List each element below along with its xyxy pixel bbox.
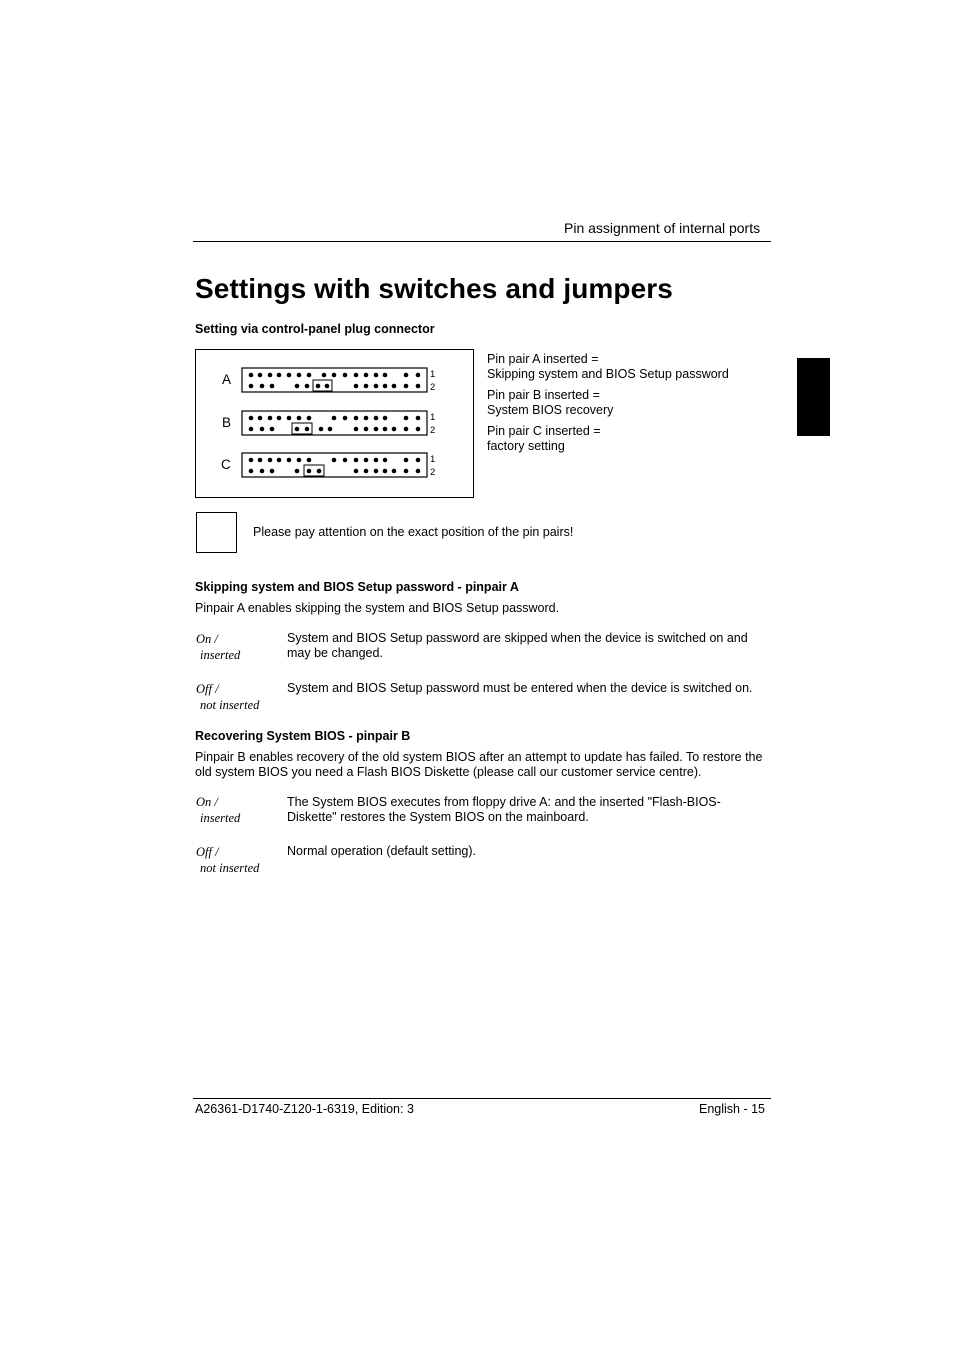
pin	[404, 384, 409, 389]
pin	[249, 458, 254, 463]
pin	[392, 384, 397, 389]
pin	[277, 458, 282, 463]
pin	[260, 427, 265, 432]
pin	[249, 373, 254, 378]
pin	[305, 427, 310, 432]
pin	[258, 416, 263, 421]
pin-number-2: 2	[430, 467, 436, 478]
pin	[307, 458, 312, 463]
header-rule	[193, 241, 771, 242]
legend-item-c	[487, 424, 729, 454]
legend-b-line1: Pin pair B inserted =	[487, 388, 600, 402]
section-b-heading: Recovering System BIOS - pinpair B	[195, 729, 411, 743]
pin	[374, 427, 379, 432]
pin-numbers-a	[430, 368, 435, 394]
pin	[249, 416, 254, 421]
pin	[277, 416, 282, 421]
legend-item-b	[487, 388, 729, 418]
pin	[392, 469, 397, 474]
pin-number-1: 1	[430, 412, 436, 423]
pin	[364, 458, 369, 463]
pin	[287, 416, 292, 421]
section-b-desc-off: Normal operation (default setting).	[287, 844, 476, 858]
pin	[354, 427, 359, 432]
section-a-desc-on: System and BIOS Setup password are skipped when the device is switched on and may be changed.	[287, 631, 748, 660]
pin	[260, 384, 265, 389]
pin	[383, 427, 388, 432]
pin	[305, 384, 310, 389]
section-a-term-off	[196, 681, 259, 713]
pin	[316, 384, 321, 389]
pin	[404, 458, 409, 463]
pin	[268, 416, 273, 421]
term-line: On /	[196, 632, 218, 646]
pin	[383, 458, 388, 463]
pin-number-1: 1	[430, 369, 436, 380]
term-line: not inserted	[200, 698, 260, 712]
setting-heading: Setting via control-panel plug connector	[195, 322, 435, 336]
pin	[249, 427, 254, 432]
pin-header-a	[242, 368, 427, 392]
running-header: Pin assignment of internal ports	[564, 220, 761, 236]
legend-a-line1: Pin pair A inserted =	[487, 352, 599, 366]
pin	[307, 416, 312, 421]
pin-header-c	[242, 453, 427, 477]
pin	[258, 458, 263, 463]
term-line: Off /	[196, 682, 219, 696]
section-b-desc-on: The System BIOS executes from floppy drive A: and the inserted "Flash-BIOS-Diskette" restores the System BIOS on the mainboard.	[287, 795, 721, 824]
pin	[364, 384, 369, 389]
pin	[317, 469, 322, 474]
pin-number-1: 1	[430, 454, 436, 465]
footer-rule	[193, 1098, 771, 1099]
pin	[364, 416, 369, 421]
pin	[270, 384, 275, 389]
pin	[416, 416, 421, 421]
connector-label-b: B	[222, 415, 232, 430]
pin	[270, 427, 275, 432]
section-a-desc-off: System and BIOS Setup password must be entered when the device is switched on.	[287, 681, 753, 695]
pin	[307, 373, 312, 378]
pin	[374, 416, 379, 421]
page-title: Settings with switches and jumpers	[195, 273, 673, 304]
pin-numbers-c	[430, 453, 435, 479]
pin	[404, 427, 409, 432]
term-line: not inserted	[200, 861, 260, 875]
legend-c-line2: factory setting	[487, 439, 565, 453]
connector-label-a: A	[222, 372, 232, 387]
pin	[249, 384, 254, 389]
pin	[374, 373, 379, 378]
pin	[287, 458, 292, 463]
section-b-term-on	[196, 794, 240, 826]
term-line: Off /	[196, 845, 219, 859]
pin	[364, 427, 369, 432]
note-icon	[196, 512, 237, 553]
pin	[354, 458, 359, 463]
pin-legend	[487, 352, 729, 460]
pin	[383, 469, 388, 474]
pin	[416, 427, 421, 432]
pin	[416, 384, 421, 389]
pin	[297, 373, 302, 378]
pin	[374, 458, 379, 463]
footer-doc-id: A26361-D1740-Z120-1-6319, Edition: 3	[195, 1102, 414, 1116]
pin	[287, 373, 292, 378]
pin	[295, 469, 300, 474]
pin	[249, 469, 254, 474]
pin	[295, 384, 300, 389]
pin	[354, 469, 359, 474]
pin-number-2: 2	[430, 382, 436, 393]
pin	[277, 373, 282, 378]
section-a-term-on	[196, 631, 240, 663]
pin	[270, 469, 275, 474]
pin	[374, 469, 379, 474]
pin	[364, 373, 369, 378]
section-b-intro: Pinpair B enables recovery of the old system BIOS after an attempt to update has failed. To restore the old system BIOS you need a Flash BIOS Diskette (please call our customer service centre).	[195, 750, 763, 779]
pin	[416, 458, 421, 463]
pin	[295, 427, 300, 432]
header-outline	[242, 368, 427, 392]
pin	[416, 373, 421, 378]
pin	[268, 458, 273, 463]
legend-c-line1: Pin pair C inserted =	[487, 424, 601, 438]
pin	[343, 416, 348, 421]
header-outline	[242, 453, 427, 477]
pin	[332, 458, 337, 463]
pin	[374, 384, 379, 389]
pin	[328, 427, 333, 432]
footer-page-number: English - 15	[699, 1102, 766, 1116]
pin-number-2: 2	[430, 425, 436, 436]
pin	[383, 384, 388, 389]
pin	[297, 416, 302, 421]
term-line: On /	[196, 795, 218, 809]
legend-a-line2: Skipping system and BIOS Setup password	[487, 367, 729, 381]
legend-b-line2: System BIOS recovery	[487, 403, 614, 417]
section-a-heading: Skipping system and BIOS Setup password - pinpair A	[195, 580, 519, 594]
header-outline	[242, 411, 427, 435]
pin	[258, 373, 263, 378]
note-text: Please pay attention on the exact position of the pin pairs!	[253, 525, 574, 539]
pin	[343, 373, 348, 378]
pin	[364, 469, 369, 474]
pin	[325, 384, 330, 389]
section-b-term-off	[196, 844, 259, 876]
pin	[297, 458, 302, 463]
pin	[332, 416, 337, 421]
pin-header-b	[242, 411, 427, 435]
pin	[392, 427, 397, 432]
pin-numbers-b	[430, 411, 435, 437]
pin	[354, 384, 359, 389]
pin	[354, 373, 359, 378]
section-a-intro: Pinpair A enables skipping the system and BIOS Setup password.	[195, 601, 560, 615]
term-line: inserted	[200, 648, 241, 662]
pin	[343, 458, 348, 463]
pin	[404, 469, 409, 474]
pin	[404, 416, 409, 421]
pin	[354, 416, 359, 421]
term-line: inserted	[200, 811, 241, 825]
pin	[383, 373, 388, 378]
chapter-thumb-tab	[797, 358, 830, 436]
legend-item-a	[487, 352, 729, 382]
pin	[322, 373, 327, 378]
pin	[307, 469, 312, 474]
connector-label-c: C	[221, 457, 231, 472]
pin	[332, 373, 337, 378]
pin	[383, 416, 388, 421]
pin	[268, 373, 273, 378]
pin	[260, 469, 265, 474]
pin	[319, 427, 324, 432]
pin	[416, 469, 421, 474]
pin	[404, 373, 409, 378]
